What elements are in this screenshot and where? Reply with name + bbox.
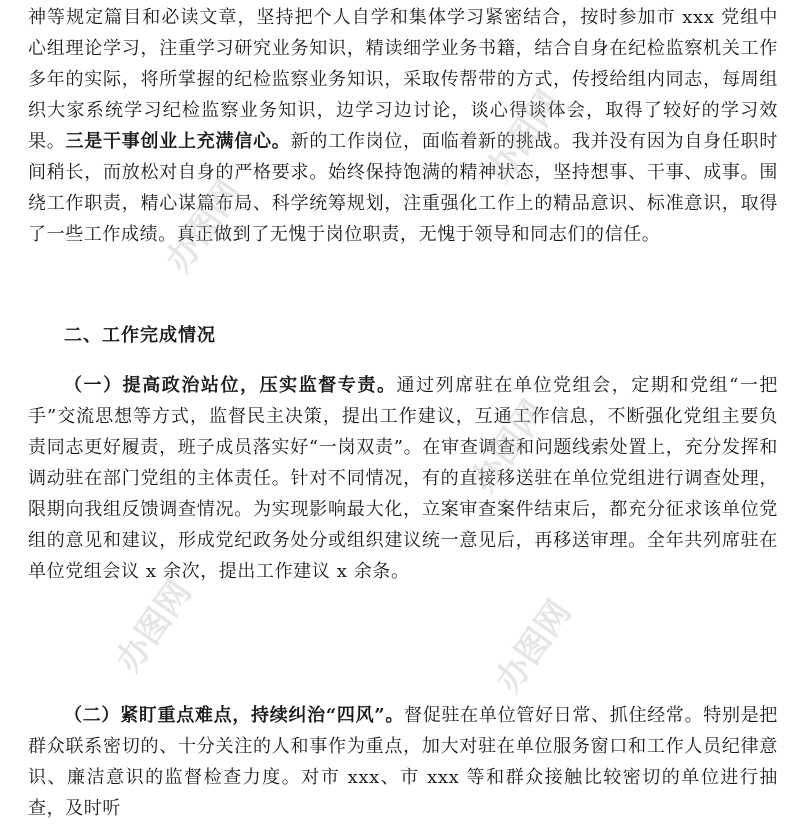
subsection-two-text: 督促驻在单位管好日常、抓住经常。特别是把群众联系密切的、十分关注的人和事作为重点，加大对驻在单位服务窗口和工作人员纪律意识、廉洁意识的监督检查力度。对市 xxx、市 xxx 等和群众接触比较密切的单位进行抽查，及时听 (28, 705, 779, 819)
subsection-two-heading: （二）紧盯重点难点，持续纠治“四风”。 (64, 705, 405, 726)
paragraph-confidence-text: 新的工作岗位，面临着新的挑战。我并没有因为自身任职时间稍长，而放松对自身的严格要求。始终保持饱满的精神状态，坚持想事、干事、成事。围绕工作职责，精心谋篇布局、科学统筹规划，注重强化工作上的精品意识、标准意识，取得了一些工作成绩。真正做到了无愧于岗位职责，无愧于领导和同志们的信任。 (28, 131, 778, 245)
subsection-one-heading: （一）提高政治站位，压实监督专责。 (64, 375, 397, 396)
paragraph-political-stance (28, 370, 778, 587)
watermark-text: 办图网 (463, 393, 555, 500)
watermark-text: 办图网 (488, 593, 580, 700)
watermark-text: 办图网 (478, 83, 570, 190)
paragraph-study-text: 神等规定篇目和必读文章，坚持把个人自学和集体学习紧密结合，按时参加市 xxx 党组中心组理论学习，注重学习研究业务知识，精读细学业务书籍，结合自身在纪检监察机关工作多年的实际，将所掌握的纪检监察业务知识，采取传帮带的方式，传授给组内同志，每周组织大家系统学习纪检监察业务知识，边学习边讨论，谈心得谈体会，取得了较好的学习效果。 (28, 7, 778, 152)
section-two-title: 二、工作完成情况 (64, 325, 216, 346)
subsection-one-text: 通过列席驻在单位党组会，定期和党组“一把手”交流思想等方式，监督民主决策，提出工作建议，互通工作信息，不断强化党组主要负责同志更好履责，班子成员落实好“一岗双责”。在审查调查和问题线索处置上，充分发挥和调动驻在部门党组的主体责任。针对不同情况，有的直接移送驻在单位党组进行调查处理，限期向我组反馈调查情况。为实现影响最大化，立案审查案件结束后，都充分征求该单位党组的意见和建议，形成党纪政务处分或组织建议统一意见后，再移送审理。全年共列席驻在单位党组会议 x 余次，提出工作建议 x 余条。 (28, 375, 779, 582)
watermark-text: 办图网 (108, 573, 200, 680)
watermark-logo (482, 589, 581, 701)
paragraph-study (28, 2, 778, 250)
watermark-text: 办图网 (158, 173, 250, 280)
point-three-heading: 三是干事创业上充满信心。 (65, 131, 291, 152)
paragraph-four-winds (28, 700, 778, 824)
